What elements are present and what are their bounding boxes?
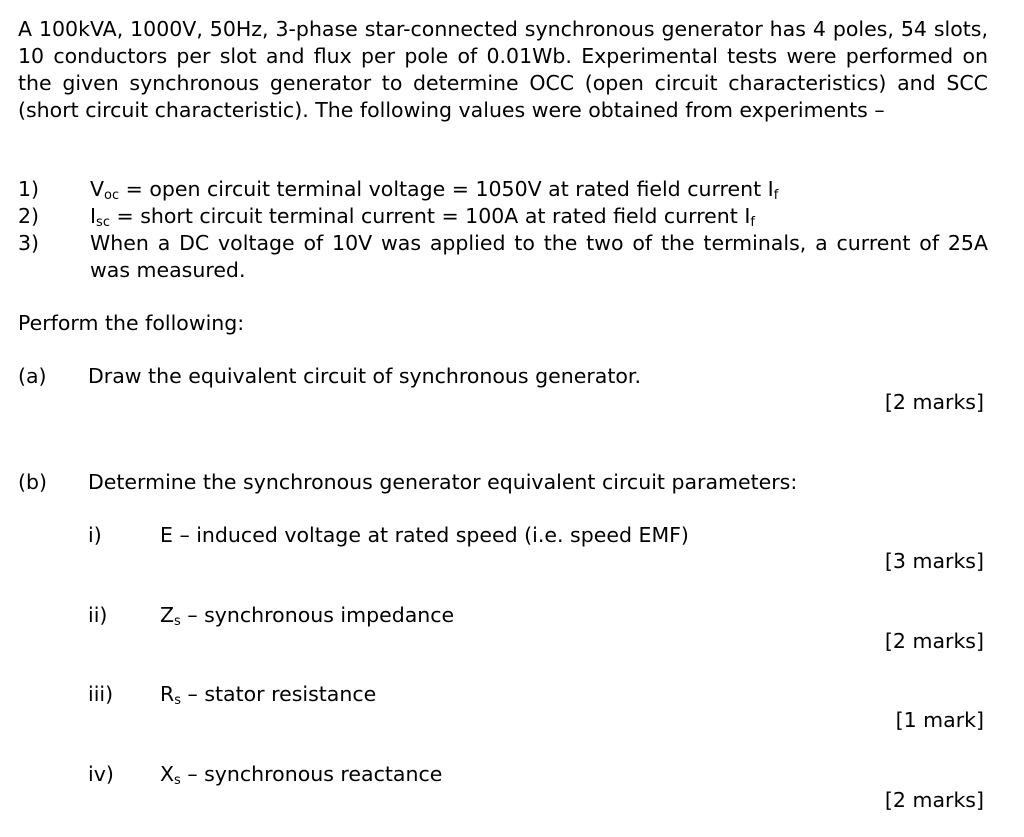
experiment-1-subscript: f <box>773 188 779 203</box>
part-ii-marks: [2 marks] <box>884 629 984 653</box>
part-iii-subscript: s <box>174 693 182 708</box>
part-i-label: i) <box>88 523 102 547</box>
problem-statement: A 100kVA, 1000V, 50Hz, 3-phase star-connected synchronous generator has 4 poles, 54 slots, 10 conductors per slot and flux per pole of 0.01Wb. Experimental tests were performed on the given synchronous generator to determine OCC (open circuit characteristics) and SCC (short circuit characteristic). The following values were obtained from experiments – <box>18 17 988 122</box>
part-ii-text <box>160 602 454 635</box>
part-iv-description: – synchronous reactance <box>180 762 443 786</box>
part-i-text <box>160 522 689 549</box>
part-ii-subscript: s <box>174 614 181 629</box>
experiment-number-2: 2) <box>18 204 40 228</box>
part-iv-symbol: X <box>160 762 175 786</box>
part-i-marks: [3 marks] <box>884 549 984 573</box>
question-b-label: (b) <box>18 470 48 494</box>
part-iv-label: iv) <box>88 762 114 786</box>
part-ii-symbol: Z <box>160 603 175 627</box>
part-iii-symbol: R <box>160 682 175 706</box>
experiment-1-text: = open circuit terminal voltage = 1050V at rated field current I <box>125 177 774 201</box>
question-a-marks: [2 marks] <box>884 390 984 414</box>
question-a-label: (a) <box>18 364 47 388</box>
experiment-2-text: = short circuit terminal current = 100A at rated field current I <box>116 204 751 228</box>
instruction-text: Perform the following: <box>18 311 245 335</box>
isc-symbol: I <box>90 204 97 228</box>
experiment-number-1: 1) <box>18 177 40 201</box>
part-i-symbol: E <box>160 523 173 547</box>
experiment-2-subscript: f <box>750 215 755 230</box>
part-iii-marks: [1 mark] <box>895 708 984 732</box>
voc-subscript: oc <box>104 188 120 203</box>
part-iii-label: iii) <box>88 682 114 706</box>
question-a-text: Draw the equivalent circuit of synchronous generator. <box>88 364 641 388</box>
part-i-description: – induced voltage at rated speed (i.e. speed EMF) <box>172 523 689 547</box>
part-iv-text <box>160 761 442 794</box>
part-iii-description: – stator resistance <box>181 682 377 706</box>
part-iv-marks: [2 marks] <box>884 788 984 812</box>
part-ii-description: – synchronous impedance <box>180 603 455 627</box>
experiment-number-3: 3) <box>18 231 40 255</box>
part-iv-subscript: s <box>174 773 181 788</box>
experiment-3-text: When a DC voltage of 10V was applied to the two of the terminals, a current of 25A was measured. <box>90 231 988 282</box>
part-iii-text <box>160 681 376 714</box>
question-b-text: Determine the synchronous generator equivalent circuit parameters: <box>88 470 798 494</box>
voc-symbol: V <box>90 177 105 201</box>
isc-subscript: sc <box>96 215 110 230</box>
part-ii-label: ii) <box>88 603 108 627</box>
